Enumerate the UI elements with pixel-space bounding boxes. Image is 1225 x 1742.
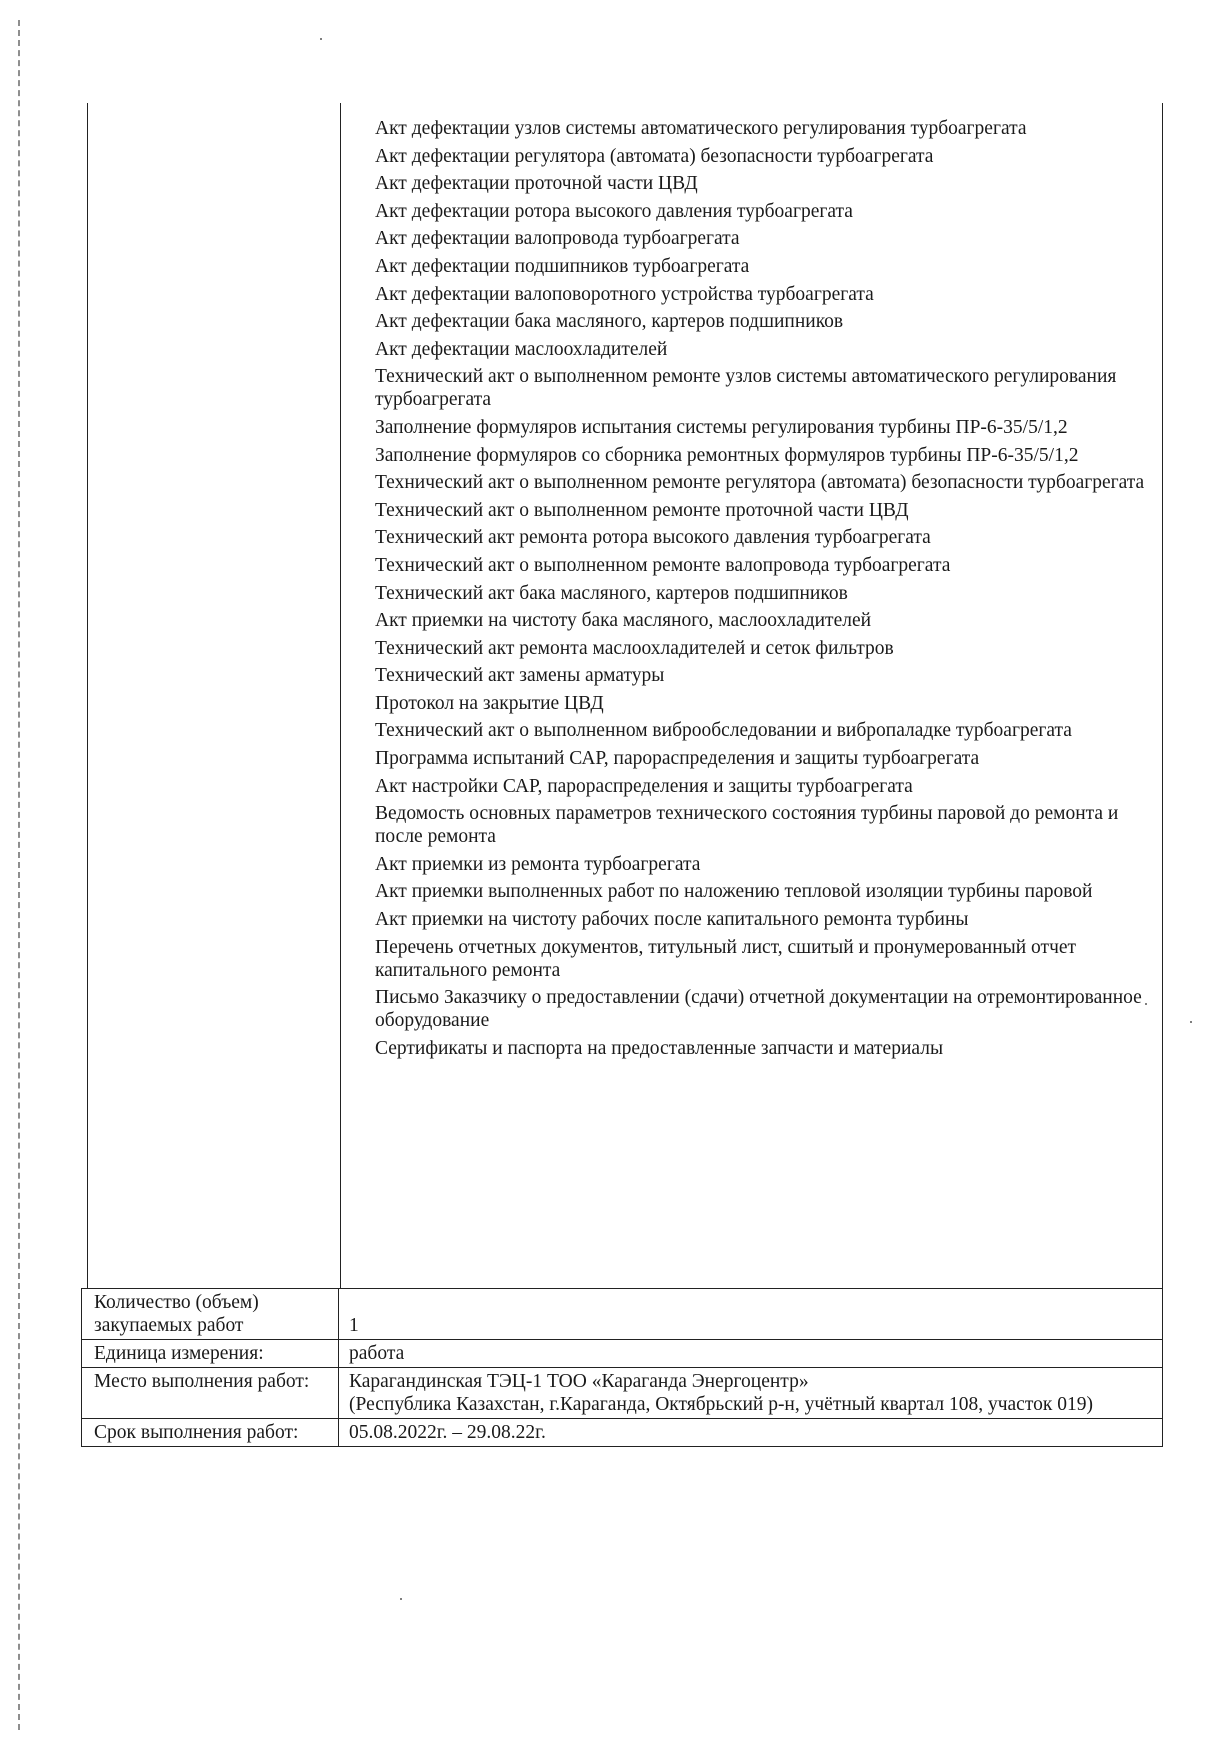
- scan-speck: [1190, 1021, 1192, 1023]
- unit-value: работа: [339, 1340, 1163, 1368]
- list-item: Заполнение формуляров со сборника ремонтных формуляров турбины ПР-6-35/5/1,2: [375, 444, 1079, 466]
- list-item: Акт приемки выполненных работ по наложению тепловой изоляции турбины паровой: [375, 881, 1093, 903]
- list-item: Технический акт о выполненном виброобследовании и вибропаладке турбоагрегата: [375, 720, 1072, 742]
- list-item: Акт дефектации регулятора (автомата) безопасности турбоагрегата: [375, 145, 934, 167]
- list-item: Акт дефектации валопровода турбоагрегата: [375, 228, 740, 250]
- list-item: Акт дефектации валоповоротного устройства турбоагрегата: [375, 283, 874, 305]
- list-item: Технический акт о выполненном ремонте валопровода турбоагрегата: [375, 554, 951, 576]
- list-item: Акт приемки на чистоту бака масляного, маслоохладителей: [375, 610, 872, 632]
- list-item: Акт настройки САР, парораспределения и защиты турбоагрегата: [375, 775, 913, 797]
- list-item: Протокол на закрытие ЦВД: [375, 692, 604, 714]
- table-row: [82, 1419, 1163, 1447]
- list-item: Ведомость основных параметров технического состояния турбины паровой до ремонта и после ремонта: [375, 803, 1119, 848]
- scan-speck: [400, 1598, 402, 1600]
- quantity-value: 1: [339, 1289, 1163, 1340]
- list-item: Акт дефектации ротора высокого давления турбоагрегата: [375, 200, 853, 222]
- term-value: 05.08.2022г. – 29.08.22г.: [339, 1419, 1163, 1447]
- table-row: [82, 1368, 1163, 1419]
- table-row: [82, 1340, 1163, 1368]
- term-label: Срок выполнения работ:: [82, 1419, 339, 1447]
- list-item: Технический акт замены арматуры: [375, 665, 665, 687]
- table-border-left: [87, 103, 88, 1288]
- list-item: Технический акт о выполненном ремонте узлов системы автоматического регулирования турбоагрегата: [375, 366, 1117, 411]
- quantity-label: Количество (объем) закупаемых работ: [82, 1289, 339, 1340]
- list-item: Акт приемки из ремонта турбоагрегата: [375, 853, 701, 875]
- place-value-line2: (Республика Казахстан, г.Караганда, Октябрьский р-н, учётный квартал 108, участок 019): [349, 1394, 1093, 1415]
- list-item: Технический акт ремонта маслоохладителей и сеток фильтров: [375, 637, 894, 659]
- procurement-details-table: [81, 1288, 1163, 1447]
- table-border-middle: [340, 103, 341, 1288]
- unit-label: Единица измерения:: [82, 1340, 339, 1368]
- list-item: Письмо Заказчику о предоставлении (сдачи) отчетной документации на отремонтированное оборудование: [375, 987, 1142, 1032]
- list-item: Акт дефектации бака масляного, картеров подшипников: [375, 311, 844, 333]
- list-item: Акт дефектации узлов системы автоматического регулирования турбоагрегата: [375, 118, 1027, 139]
- list-item: Акт приемки на чистоту рабочих после капитального ремонта турбины: [375, 909, 969, 931]
- list-item: Акт дефектации маслоохладителей: [375, 338, 668, 360]
- list-item: Акт дефектации подшипников турбоагрегата: [375, 255, 750, 277]
- place-value: [339, 1368, 1163, 1419]
- list-item: Сертификаты и паспорта на предоставленные запчасти и материалы: [375, 1037, 944, 1059]
- list-item: Акт дефектации проточной части ЦВД: [375, 173, 698, 195]
- place-label: Место выполнения работ:: [82, 1368, 339, 1419]
- scan-edge-mark: [18, 20, 20, 1730]
- scan-speck: [320, 38, 322, 40]
- list-item: Технический акт о выполненном ремонте регулятора (автомата) безопасности турбоагрегата: [375, 472, 1145, 494]
- list-item: Программа испытаний САР, парораспределения и защиты турбоагрегата: [375, 748, 980, 770]
- table-row: [82, 1289, 1163, 1340]
- list-item: Заполнение формуляров испытания системы регулирования турбины ПР-6-35/5/1,2: [375, 416, 1068, 438]
- reporting-documents-list: [375, 117, 1150, 1064]
- table-border-right: [1162, 103, 1163, 1288]
- list-item: Технический акт бака масляного, картеров подшипников: [375, 582, 848, 604]
- list-item: Технический акт о выполненном ремонте проточной части ЦВД: [375, 499, 909, 521]
- list-item: Технический акт ремонта ротора высокого давления турбоагрегата: [375, 527, 931, 549]
- list-item: Перечень отчетных документов, титульный лист, сшитый и пронумерованный отчет капитального ремонта: [375, 936, 1077, 981]
- place-value-line1: Карагандинская ТЭЦ-1 ТОО «Караганда Энергоцентр»: [349, 1371, 809, 1392]
